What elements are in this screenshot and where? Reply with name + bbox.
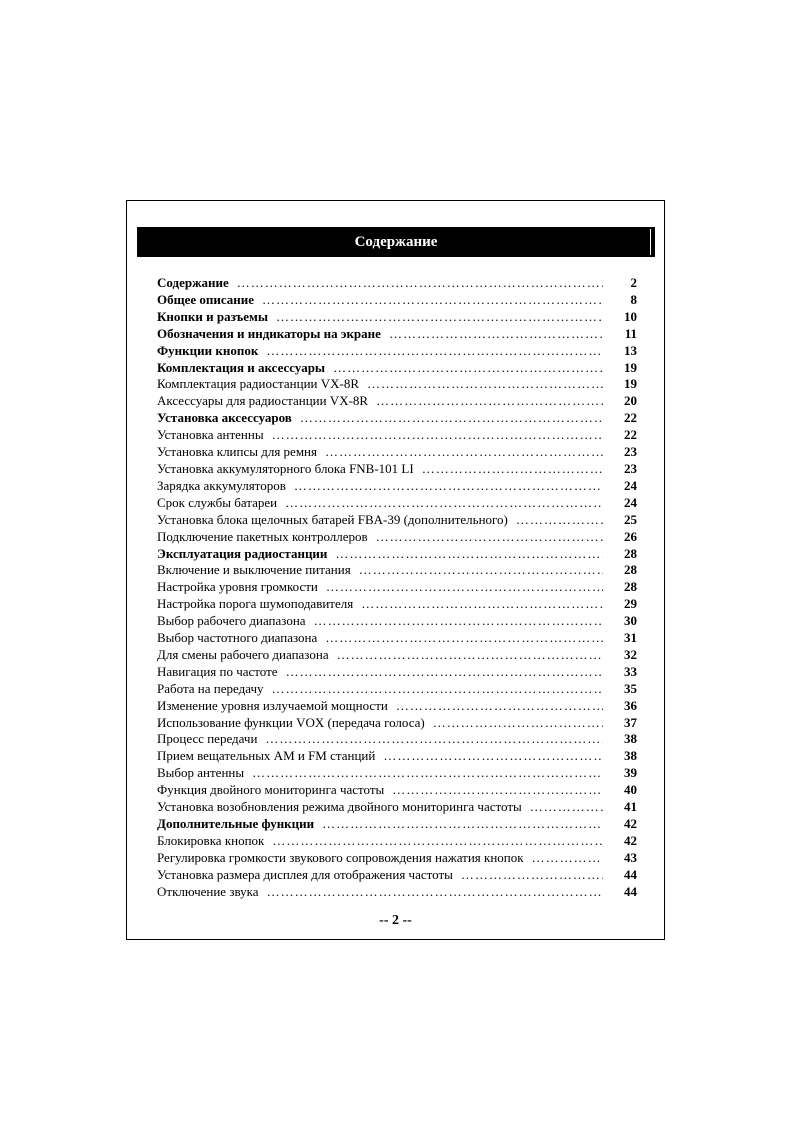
toc-entry <box>157 376 637 393</box>
table-of-contents <box>157 275 637 901</box>
toc-entry <box>157 799 637 816</box>
toc-entry <box>157 478 637 495</box>
toc-entry-page: 29 <box>624 596 637 612</box>
toc-entry <box>157 765 637 782</box>
toc-entry-label: Процесс передачи <box>157 731 258 747</box>
toc-entry-page: 22 <box>624 427 637 443</box>
toc-entry <box>157 292 637 309</box>
toc-leader-dots <box>461 867 603 884</box>
toc-leader-dots <box>276 309 603 326</box>
toc-entry-page: 24 <box>624 477 637 493</box>
toc-entry-page: 11 <box>624 325 637 341</box>
toc-entry-label: Установка размера дисплея для отображения частоты <box>157 866 453 882</box>
toc-leader-dots <box>383 748 603 765</box>
toc-entry-label: Аксессуары для радиостанции VX-8R <box>157 393 369 409</box>
content-frame <box>126 200 665 940</box>
toc-entry <box>157 782 637 799</box>
toc-leader-dots <box>392 782 603 799</box>
toc-entry-label: Установка аккумуляторного блока FNB-101 LI <box>157 460 414 476</box>
page-title: Содержание <box>137 227 655 257</box>
toc-entry-page: 10 <box>624 308 637 324</box>
toc-entry <box>157 546 637 563</box>
toc-leader-dots <box>335 546 603 563</box>
toc-entry-page: 36 <box>624 697 637 713</box>
toc-entry-page: 22 <box>624 410 637 426</box>
toc-entry-label: Отключение звука <box>157 883 259 899</box>
toc-entry <box>157 681 637 698</box>
toc-leader-dots <box>361 596 603 613</box>
toc-entry-page: 39 <box>624 765 637 781</box>
toc-entry-label: Содержание <box>157 275 229 290</box>
toc-leader-dots <box>532 850 603 867</box>
toc-entry-page: 25 <box>624 511 637 527</box>
toc-entry-page: 43 <box>624 849 637 865</box>
toc-entry-label: Для смены рабочего диапазона <box>157 646 329 662</box>
toc-entry-page: 28 <box>624 562 637 578</box>
toc-entry-page: 33 <box>624 663 637 679</box>
toc-entry <box>157 326 637 343</box>
toc-entry-page: 38 <box>624 731 637 747</box>
toc-entry <box>157 309 637 326</box>
toc-entry-label: Установка аксессуаров <box>157 410 292 426</box>
toc-entry <box>157 867 637 884</box>
toc-entry-page: 19 <box>624 359 637 375</box>
toc-leader-dots <box>389 326 603 343</box>
toc-entry-label: Выбор антенны <box>157 765 245 781</box>
toc-leader-dots <box>325 630 603 647</box>
toc-entry-label: Регулировка громкости звукового сопровождения нажатия кнопок <box>157 849 524 865</box>
toc-entry-label: Эксплуатация радиостанции <box>157 545 328 561</box>
toc-entry-page: 31 <box>624 630 637 646</box>
toc-entry-page: 41 <box>624 799 637 815</box>
toc-entry <box>157 715 637 732</box>
toc-entry-page: 23 <box>624 444 637 460</box>
toc-entry-label: Настройка уровня громкости <box>157 579 318 595</box>
toc-leader-dots <box>314 613 603 630</box>
toc-leader-dots <box>322 816 603 833</box>
toc-leader-dots <box>286 664 603 681</box>
toc-entry-label: Комплектация и аксессуары <box>157 359 326 375</box>
toc-entry <box>157 596 637 613</box>
toc-entry-page: 38 <box>624 748 637 764</box>
toc-leader-dots <box>396 698 603 715</box>
toc-entry <box>157 613 637 630</box>
toc-entry-label: Блокировка кнопок <box>157 832 265 848</box>
toc-entry <box>157 512 637 529</box>
toc-entry-page: 40 <box>624 782 637 798</box>
toc-leader-dots <box>516 512 603 529</box>
toc-leader-dots <box>359 562 603 579</box>
toc-entry-page: 13 <box>624 342 637 358</box>
toc-leader-dots <box>300 410 603 427</box>
toc-entry <box>157 562 637 579</box>
toc-entry-label: Включение и выключение питания <box>157 562 351 578</box>
toc-leader-dots <box>237 275 603 292</box>
toc-entry-page: 37 <box>624 714 637 730</box>
toc-entry <box>157 427 637 444</box>
toc-entry-label: Использование функции VOX (передача голоса) <box>157 714 425 730</box>
toc-entry-label: Функции кнопок <box>157 342 259 358</box>
toc-leader-dots <box>376 529 603 546</box>
toc-entry <box>157 343 637 360</box>
toc-entry-label: Зарядка аккумуляторов <box>157 477 286 493</box>
toc-entry <box>157 529 637 546</box>
toc-leader-dots <box>325 444 603 461</box>
toc-leader-dots <box>326 579 603 596</box>
toc-entry-page: 2 <box>630 275 637 290</box>
toc-entry-page: 23 <box>624 460 637 476</box>
toc-leader-dots <box>252 765 603 782</box>
toc-entry <box>157 884 637 901</box>
toc-entry <box>157 444 637 461</box>
toc-entry <box>157 850 637 867</box>
toc-entry-label: Прием вещательных AM и FM станций <box>157 748 376 764</box>
toc-leader-dots <box>266 343 603 360</box>
toc-entry-page: 28 <box>624 579 637 595</box>
toc-entry-page: 32 <box>624 646 637 662</box>
toc-entry-label: Функция двойного мониторинга частоты <box>157 782 385 798</box>
toc-entry <box>157 630 637 647</box>
toc-entry-label: Навигация по частоте <box>157 663 278 679</box>
toc-entry-label: Выбор частотного диапазона <box>157 630 318 646</box>
toc-entry-label: Кнопки и разъемы <box>157 308 268 324</box>
toc-leader-dots <box>272 833 603 850</box>
toc-entry-label: Работа на передачу <box>157 680 264 696</box>
toc-entry-page: 42 <box>624 832 637 848</box>
toc-entry <box>157 360 637 377</box>
toc-entry-page: 44 <box>624 866 637 882</box>
toc-entry-label: Дополнительные функции <box>157 816 315 831</box>
toc-entry <box>157 495 637 512</box>
toc-entry-label: Подключение пакетных контроллеров <box>157 528 368 544</box>
toc-entry <box>157 647 637 664</box>
toc-entry-page: 20 <box>624 393 637 409</box>
toc-entry <box>157 698 637 715</box>
toc-entry-label: Установка клипсы для ремня <box>157 444 317 460</box>
toc-entry <box>157 664 637 681</box>
toc-entry-page: 42 <box>624 816 637 831</box>
toc-entry-page: 28 <box>624 545 637 561</box>
toc-entry-label: Установка возобновления режима двойного мониторинга частоты <box>157 799 522 815</box>
toc-entry <box>157 816 637 833</box>
toc-entry <box>157 275 637 292</box>
toc-leader-dots <box>530 799 603 816</box>
toc-leader-dots <box>367 376 603 393</box>
toc-entry <box>157 410 637 427</box>
toc-entry-label: Настройка порога шумоподавителя <box>157 596 354 612</box>
toc-entry-page: 35 <box>624 680 637 696</box>
toc-entry-page: 8 <box>630 291 637 307</box>
toc-entry-page: 30 <box>624 613 637 629</box>
toc-entry <box>157 731 637 748</box>
toc-leader-dots <box>285 495 603 512</box>
toc-leader-dots <box>376 393 603 410</box>
toc-entry <box>157 461 637 478</box>
toc-entry-page: 19 <box>624 376 637 392</box>
toc-leader-dots <box>433 715 603 732</box>
toc-entry-label: Общее описание <box>157 291 255 307</box>
toc-entry <box>157 748 637 765</box>
toc-entry-page: 44 <box>624 883 637 899</box>
toc-entry-label: Комплектация радиостанции VX-8R <box>157 376 360 392</box>
toc-entry <box>157 833 637 850</box>
toc-leader-dots <box>422 461 603 478</box>
toc-entry-label: Выбор рабочего диапазона <box>157 613 306 629</box>
toc-leader-dots <box>272 681 603 698</box>
toc-entry <box>157 393 637 410</box>
toc-leader-dots <box>262 292 603 309</box>
toc-entry <box>157 579 637 596</box>
toc-entry-page: 26 <box>624 528 637 544</box>
toc-leader-dots <box>265 731 603 748</box>
toc-leader-dots <box>333 360 603 377</box>
toc-entry-page: 24 <box>624 494 637 510</box>
toc-entry-label: Установка блока щелочных батарей FBA-39 (дополнительного) <box>157 511 508 527</box>
page-number: -- 2 -- <box>379 913 412 928</box>
toc-leader-dots <box>294 478 603 495</box>
toc-entry-label: Срок службы батареи <box>157 494 278 510</box>
toc-leader-dots <box>272 427 603 444</box>
toc-leader-dots <box>267 884 603 901</box>
toc-entry-label: Установка антенны <box>157 427 264 443</box>
toc-entry-label: Обозначения и индикаторы на экране <box>157 325 381 341</box>
toc-entry-label: Изменение уровня излучаемой мощности <box>157 697 388 713</box>
toc-leader-dots <box>337 647 603 664</box>
